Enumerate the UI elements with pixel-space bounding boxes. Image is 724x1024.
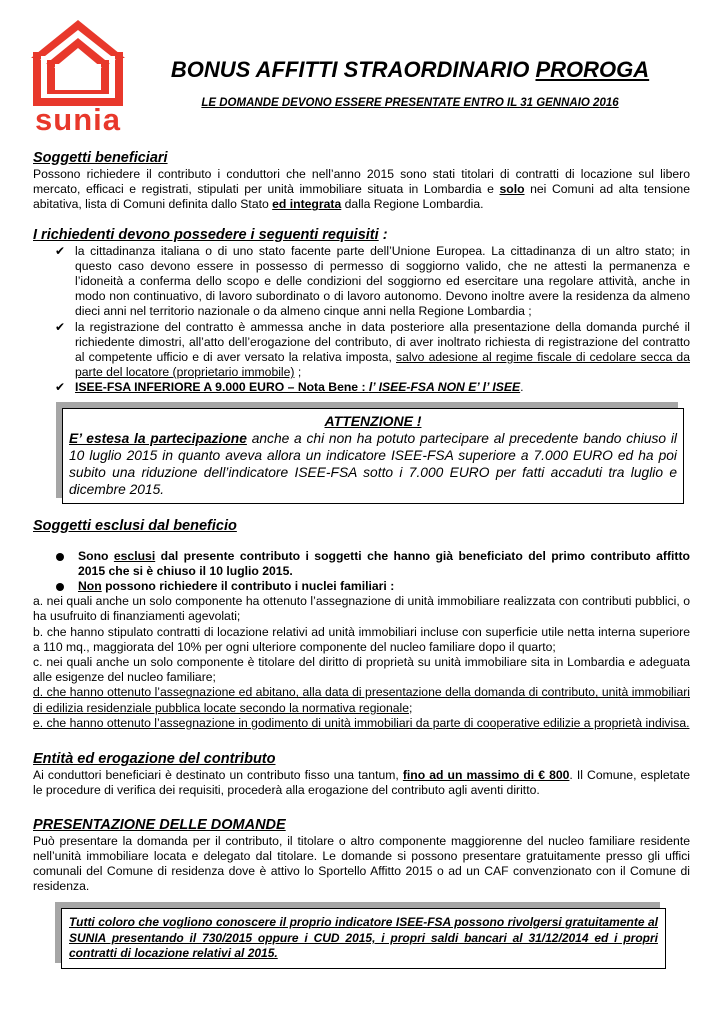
sunia-logo [30, 18, 126, 136]
list-item [78, 579, 690, 594]
heading-beneficiari [33, 150, 690, 167]
heading-requisiti-suffix: : [378, 226, 388, 243]
list-item [78, 549, 690, 579]
entita-paragraph [33, 768, 690, 798]
title-underlined: PROROGA [535, 57, 650, 82]
heading-requisiti [33, 227, 690, 244]
esclusi-bullets [33, 549, 690, 595]
esclusi-item-c: c. nei quali anche un solo componente è titolare del diritto di proprietà su unità immobiliare sita in Lombardia e adeguata alle esigenze del nucleo familiare; [33, 655, 690, 685]
section-esclusi [33, 518, 690, 731]
requisiti-item-3-a: ISEE-FSA INFERIORE A 9.000 EURO – Nota Bene : [75, 380, 369, 395]
heading-entita [33, 751, 690, 768]
heading-presentazione [33, 817, 690, 834]
beneficiari-paragraph [33, 167, 690, 213]
heading-entita-text: Entità ed erogazione del contributo [33, 751, 276, 768]
page-title [150, 57, 670, 83]
heading-esclusi-text: Soggetti esclusi dal beneficio [33, 517, 237, 534]
beneficiari-bold-2: ed integrata [272, 197, 342, 212]
attenzione-text: anche a chi non ha potuto partecipare al precedente bando chiuso il 10 luglio 2015 in quanto aveva allora un indicatore ISEE-FSA superiore a 7.000 EURO ed ha poi subito una riduzione dell’indicatore ISEE-FSA sotto i 7.000 EURO per fatti accaduti tra luglio e dicembre 2015. [69, 430, 677, 498]
esclusi-item-d: d. che hanno ottenuto l’assegnazione ed abitano, alla data di presentazione della domanda di contributo, unità immobiliari di edilizia residenziale pubblica locate secondo la normativa regionale; [33, 685, 690, 715]
checkmark-icon: ✔ [55, 243, 66, 258]
esclusi-bullet-1-a: Sono [78, 548, 114, 563]
presentazione-paragraph: Può presentare la domanda per il contributo, il titolare o altro componente maggiorenne del nucleo familiare residente nell’unità immobiliare locata e delegato dal titolare. Le domande si possono presentare gratuitamente presso gli uffici comunali del Comune di residenza dove è attivo lo Sportello Affitto 2015 o ad un CAF convenzionato con il Comune di residenza. [33, 833, 690, 894]
requisiti-list [33, 244, 690, 396]
beneficiari-text-3: dalla Regione Lombardia. [341, 197, 484, 212]
list-item [55, 319, 690, 381]
esclusi-item-e: e. che hanno ottenuto l’assegnazione in godimento di unità immobiliari da parte di cooperative edilizie a proprietà indivisa. [33, 715, 690, 730]
attenzione-bold: E’ estesa la partecipazione [69, 430, 247, 446]
beneficiari-bold-1: solo [499, 182, 525, 197]
requisiti-item-2: la registrazione del contratto è ammessa anche in data posteriore alla presentazione della domanda purché il richiedente dimostri, all’atto dell’erogazione del contributo, di aver inoltrato richiesta di registrazione del contratto al competente ufficio e di aver versato la relativa imposta, [75, 319, 690, 365]
heading-requisiti-text: I richiedenti devono possedere i seguenti requisiti [33, 226, 379, 243]
requisiti-item-1: la cittadinanza italiana o di uno stato facente parte dell’Unione Europea. La cittadinanza di un altro stato; in questo caso devono essere in possesso di permesso di soggiorno valido, che ne attesti la permanenza e l’idoneità a conferma dello scopo e delle condizioni del soggiorno ed esercitare una regolare attività, anche in modo non continuativo, di lavoro subordinato o di lavoro autonomo. Devono inoltre avere la residenza da almeno dieci anni nel territorio nazionale o da almeno cinque anni nella Regione Lombardia ; [75, 243, 690, 319]
nota-finale-box [61, 908, 666, 969]
requisiti-item-2-underlined: salvo adesione al regime fiscale di cedolare secca da parte del locatore (proprietario immobile) [75, 350, 690, 380]
esclusi-bullet-2-u: Non [78, 579, 102, 594]
checkmark-icon: ✔ [55, 380, 66, 395]
esclusi-item-b: b. che hanno stipulato contratti di locazione relativi ad unità immobiliari incluse con superficie utile netta interna superiore a 110 mq., maggiorata del 10% per ogni ulteriore componente del nucleo familiare dopo il quarto; [33, 624, 690, 654]
beneficiari-text-1: Possono richiedere il contributo i conduttori che nell’anno 2015 sono stati titolari di contratti di locazione sul libero mercato, efficaci e registrati, stipulati per unità immobiliare situata in Lombardia e [33, 167, 690, 197]
logo-wordmark: sunia [35, 102, 121, 137]
entita-bold: fino ad un massimo di € 800 [402, 768, 570, 783]
section-entita [33, 751, 690, 798]
heading-presentazione-text: PRESENTAZIONE DELLE DOMANDE [33, 816, 286, 833]
bullet-icon [56, 553, 64, 561]
list-item [55, 380, 690, 395]
bullet-icon [56, 583, 64, 591]
section-requisiti [33, 227, 690, 396]
section-presentazione [33, 817, 690, 895]
esclusi-bullet-1-b: dal presente contributo i soggetti che hanno già beneficiato del primo contributo affitto 2015 che si è chiuso il 10 luglio 2015. [78, 548, 690, 578]
esclusi-bullet-2-b: possono richiedere il contributo i nuclei familiari : [101, 579, 395, 594]
heading-beneficiari-text: Soggetti beneficiari [33, 150, 168, 166]
nota-finale-text: Tutti coloro che vogliono conoscere il proprio indicatore ISEE-FSA possono rivolgersi gratuitamente al SUNIA presentando il 730/2015 oppure i CUD 2015, i propri saldi bancari al 31/12/2014 ed i propri contratti di locazione relativi al 2015. [61, 908, 666, 969]
list-item [55, 243, 690, 320]
attenzione-heading: ATTENZIONE ! [324, 412, 422, 429]
requisiti-item-2-end: ; [294, 365, 302, 380]
deadline-subtitle: LE DOMANDE DEVONO ESSERE PRESENTATE ENTRO IL 31 GENNAIO 2016 [201, 97, 619, 109]
esclusi-item-a: a. nei quali anche un solo componente ha ottenuto l’assegnazione di unità immobiliare realizzata con contributi pubblici, o ha usufruito di finanziamenti agevolati; [33, 594, 690, 624]
checkmark-icon: ✔ [55, 319, 66, 334]
entita-text-1: Ai conduttori beneficiari è destinato un contributo fisso una tantum, [33, 768, 403, 783]
requisiti-item-3-end: . [520, 380, 524, 395]
entita-text-2: . Il Comune, espletate le procedure di verifica dei requisiti, procederà alla erogazione del contributo agli aventi diritto. [33, 768, 690, 798]
esclusi-bullet-1-u: esclusi [113, 548, 156, 563]
attenzione-box-content [62, 408, 684, 504]
heading-esclusi [33, 518, 690, 535]
section-beneficiari [33, 150, 690, 213]
attenzione-box [62, 408, 684, 504]
house-logo-icon [30, 18, 126, 106]
attenzione-paragraph [69, 430, 677, 499]
beneficiari-text-2: nei Comuni ad alta tensione abitativa, lista di Comuni definita dallo Stato [33, 182, 690, 212]
requisiti-item-3-b: l’ ISEE-FSA NON E’ l’ ISEE [368, 380, 521, 395]
document-body [33, 150, 690, 969]
title-main: BONUS AFFITTI STRAORDINARIO [170, 57, 536, 82]
